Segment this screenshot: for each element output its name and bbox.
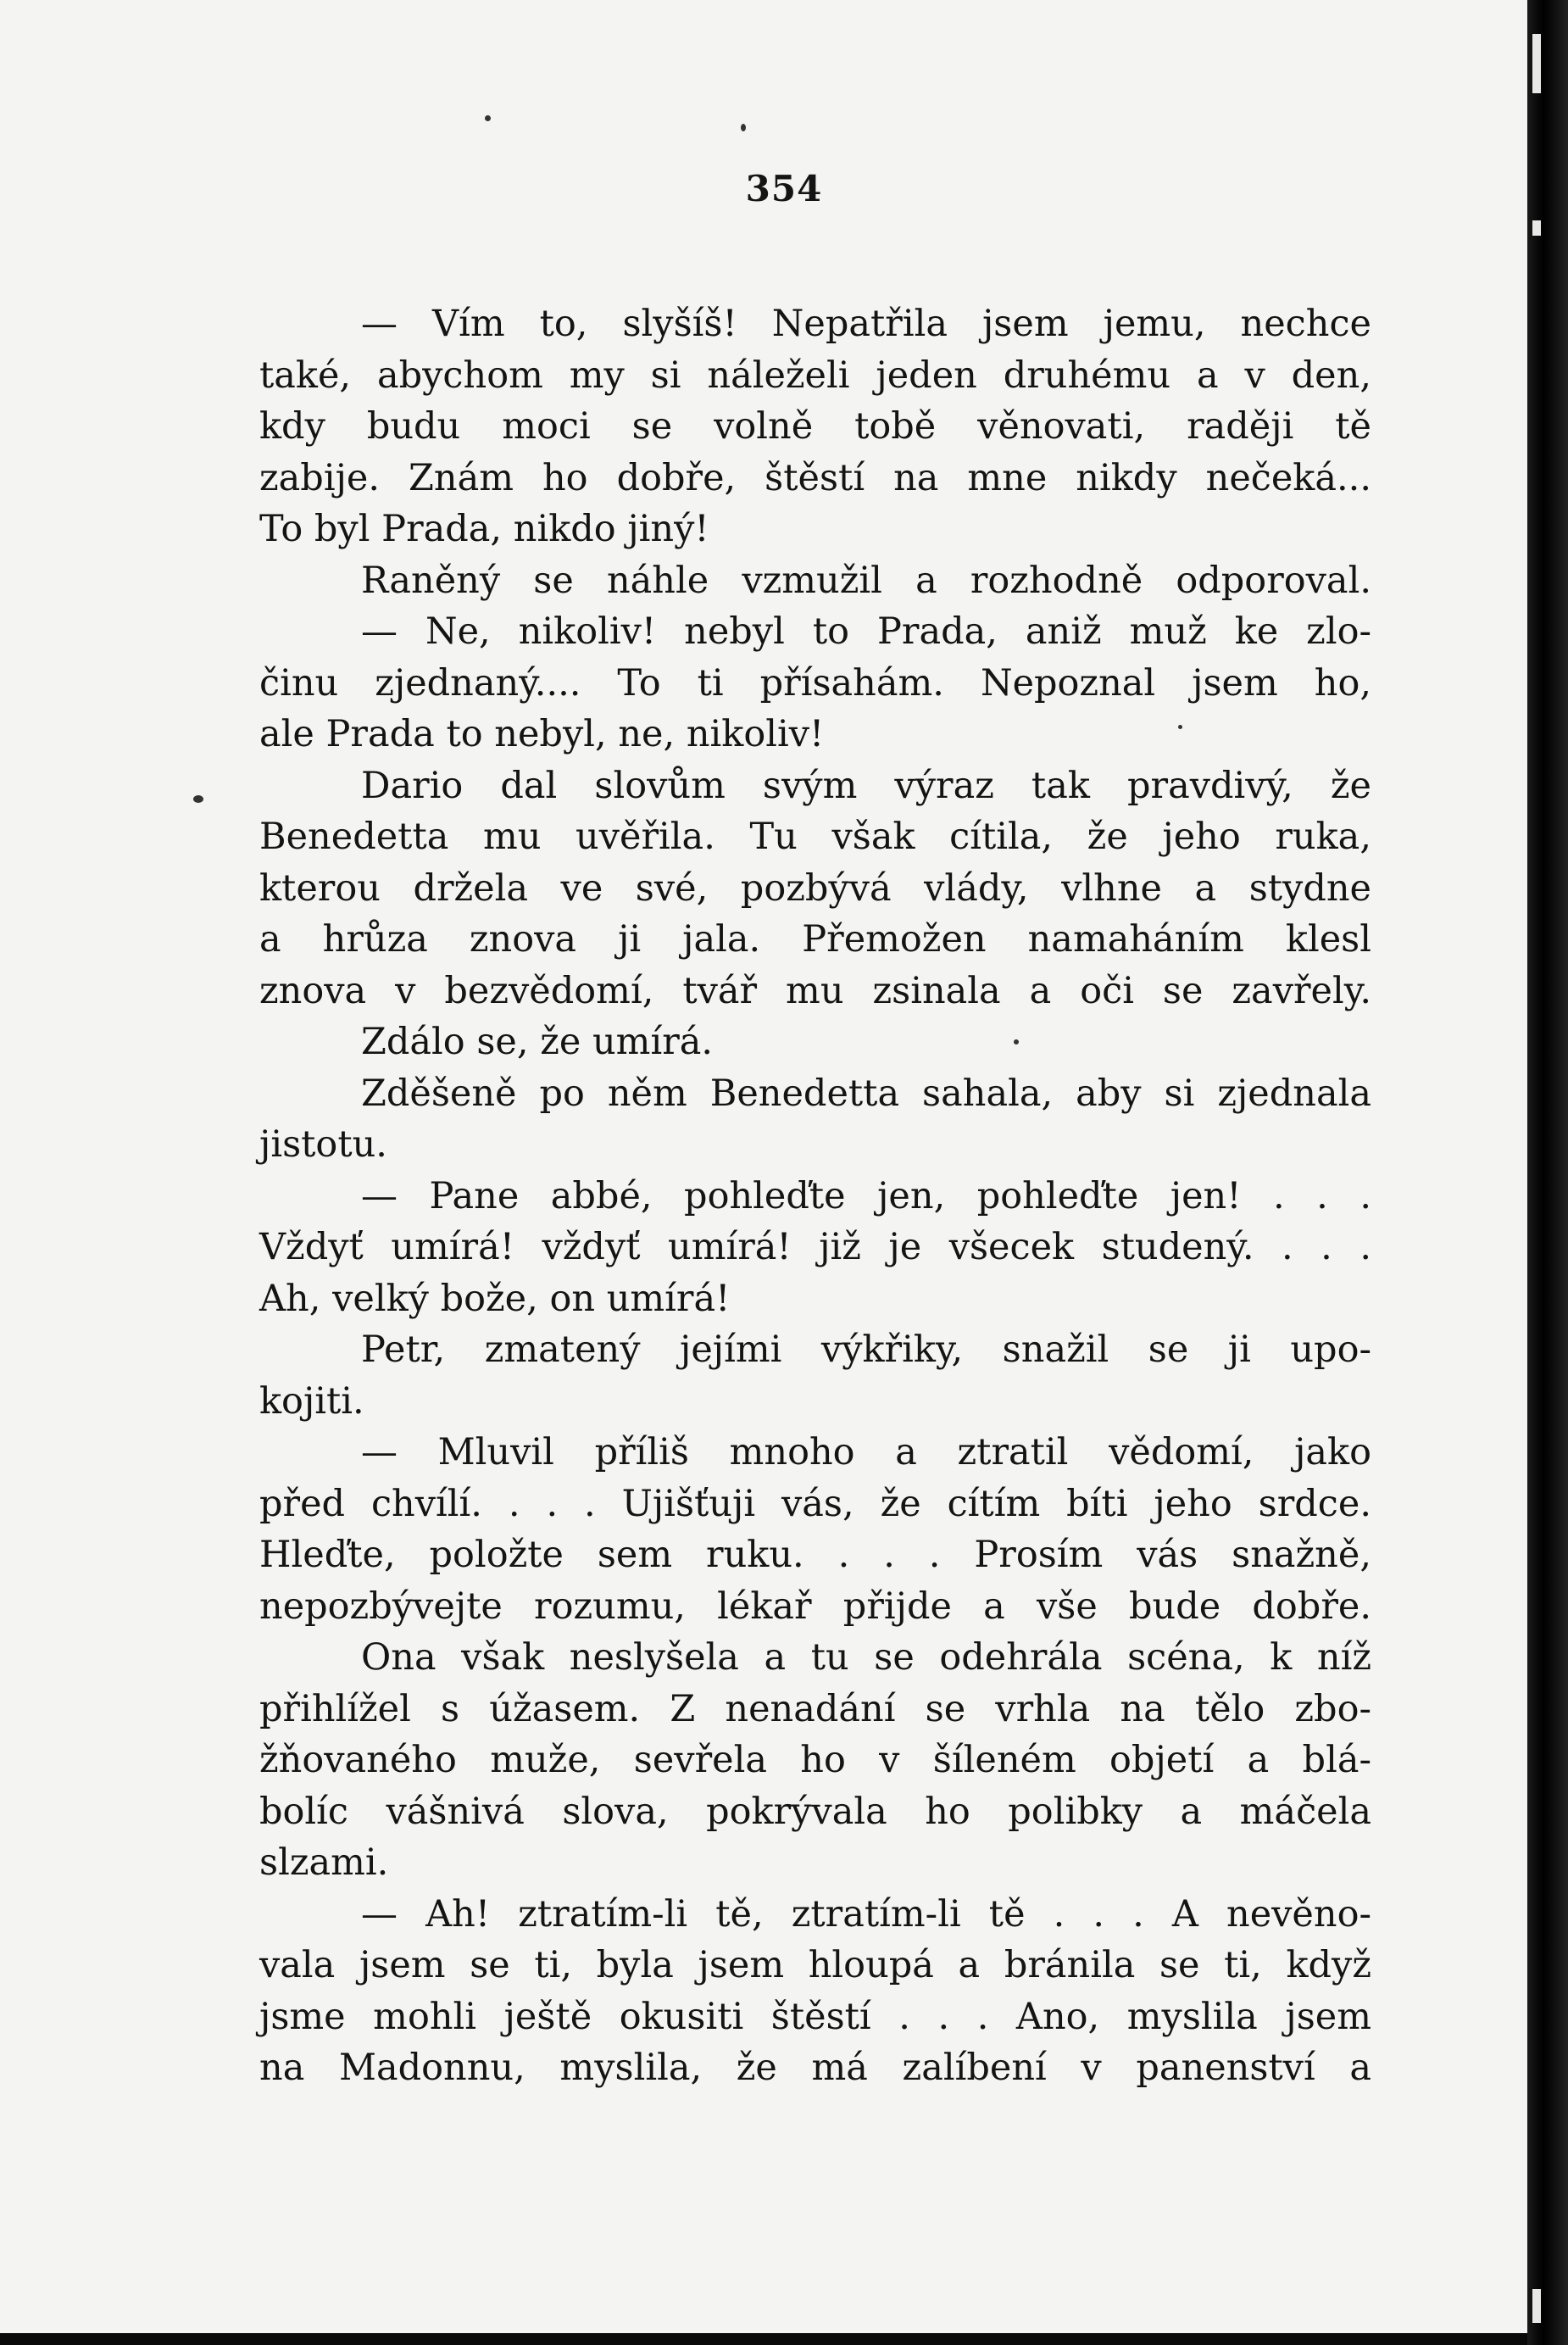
- text-line: znova v bezvědomí, tvář mu zsinala a oči se zavřely.: [259, 969, 1371, 1012]
- text-line: zabije. Znám ho dobře, štěstí na mne nikdy nečeká...: [259, 456, 1371, 499]
- edge-scan-mark: [1532, 34, 1541, 93]
- text-line: Zdálo se, že umírá.: [361, 1021, 714, 1063]
- text-line: — Mluvil příliš mnoho a ztratil vědomí, jako: [361, 1431, 1371, 1473]
- page-binding-edge: [1527, 0, 1568, 2345]
- text-line: — Ah! ztratím-li tě, ztratím-li tě . . . A nevěno-: [361, 1892, 1371, 1936]
- text-line: kdy budu moci se volně tobě věnovati, raději tě: [259, 405, 1371, 448]
- ink-speck: [485, 115, 491, 121]
- text-line: přihlížel s úžasem. Z nenadání se vrhla na tělo zbo-: [259, 1687, 1371, 1730]
- text-line: bolíc vášnivá slova, pokrývala ho polibky a máčela: [259, 1790, 1371, 1833]
- text-line: Vždyť umírá! vždyť umírá! již je všecek studený. . . .: [259, 1226, 1371, 1268]
- text-line: Raněný se náhle vzmužil a rozhodně odporoval.: [361, 559, 1371, 602]
- text-line: jistotu.: [259, 1123, 387, 1166]
- text-line: ale Prada to nebyl, ne, nikoliv!: [259, 713, 825, 755]
- ink-speck: [1014, 1039, 1019, 1044]
- text-line: kterou držela ve své, pozbývá vlády, vlhne a stydne: [259, 866, 1371, 910]
- text-line: — Vím to, slyšíš! Nepatřila jsem jemu, nechce: [361, 303, 1371, 345]
- edge-scan-mark: [1532, 220, 1541, 236]
- text-line: na Madonnu, myslila, že má zalíbení v panenství a: [259, 2047, 1371, 2089]
- text-line: také, abychom my si náleželi jeden druhému a v den,: [259, 354, 1371, 397]
- text-line: Dario dal slovům svým výraz tak pravdivý, že: [361, 764, 1371, 807]
- text-line: a hrůza znova ji jala. Přemožen namaháním klesl: [259, 918, 1371, 961]
- body-text: [259, 298, 1371, 2094]
- text-line: Benedetta mu uvěřila. Tu však cítila, že jeho ruka,: [259, 816, 1371, 858]
- text-line: — Pane abbé, pohleďte jen, pohleďte jen! . . .: [361, 1174, 1371, 1217]
- text-line: před chvílí. . . . Ujišťuji vás, že cítím bíti jeho srdce.: [259, 1482, 1371, 1525]
- text-line: — Ne, nikoliv! nebyl to Prada, aniž muž ke zlo-: [361, 610, 1371, 653]
- text-line: slzami.: [259, 1841, 389, 1884]
- page-bottom-edge: [0, 2333, 1527, 2345]
- text-line: jsme mohli ještě okusiti štěstí . . . Ano, myslila jsem: [259, 1995, 1371, 2038]
- text-line: žňovaného muže, sevřela ho v šíleném objetí a blá-: [259, 1739, 1371, 1781]
- text-line: činu zjednaný.... To ti přísahám. Nepoznal jsem ho,: [259, 661, 1371, 705]
- text-line: Ah, velký bože, on umírá!: [259, 1277, 731, 1320]
- page-number: 354: [745, 168, 823, 209]
- ink-speck: [741, 124, 746, 131]
- text-line: vala jsem se ti, byla jsem hloupá a bránila se ti, když: [259, 1944, 1371, 1986]
- text-line: Ona však neslyšela a tu se odehrála scéna, k níž: [361, 1636, 1371, 1679]
- text-line: kojiti.: [259, 1379, 364, 1423]
- ink-speck: [193, 795, 203, 803]
- text-line: Petr, zmatený jejími výkřiky, snažil se ji upo-: [361, 1328, 1371, 1371]
- text-line: Zděšeně po něm Benedetta sahala, aby si zjednala: [361, 1072, 1371, 1115]
- ink-speck: [1178, 725, 1182, 729]
- text-line: nepozbývejte rozumu, lékař přijde a vše bude dobře.: [259, 1585, 1371, 1628]
- text-line: To byl Prada, nikdo jiný!: [259, 508, 709, 550]
- edge-scan-mark: [1532, 2289, 1541, 2323]
- text-line: Hleďte, položte sem ruku. . . . Prosím vás snažně,: [259, 1534, 1371, 1576]
